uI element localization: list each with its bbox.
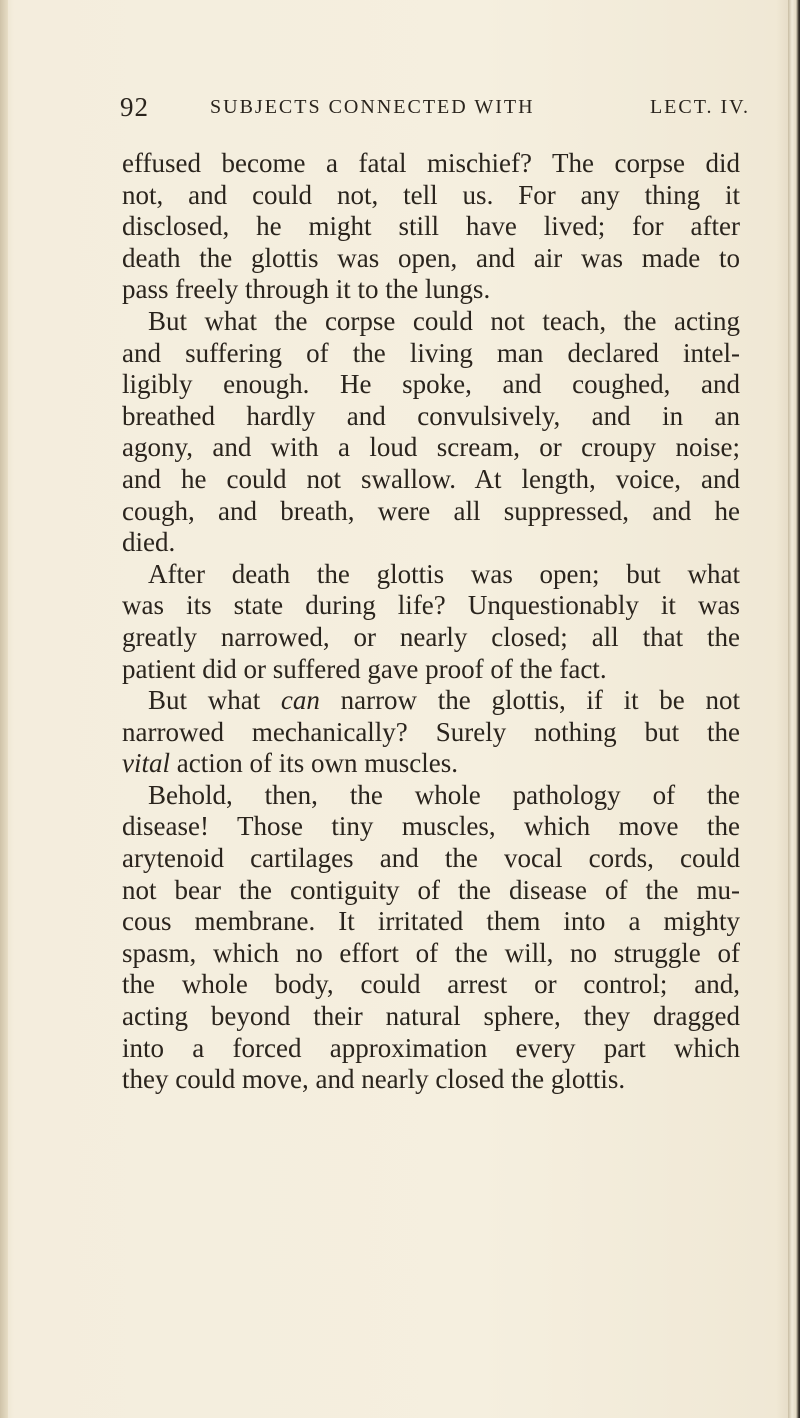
italic-word: vital [122,748,170,779]
text-line: they could move, and nearly closed the glottis. [122,1064,626,1095]
lecture-label: LECT. IV. [649,96,750,118]
text-line: and he could not swallow. At length, voice, and [122,463,740,494]
text-line: patient did or suffered gave proof of the fact. [122,653,607,684]
page-gutter [0,0,8,1418]
text-fragment: narrow the glottis, if it be not [340,685,740,716]
text-line: Behold, then, the whole pathology of the [148,779,740,810]
text-line: cough, and breath, were all suppressed, and he [122,495,740,526]
text-line: But what the corpse could not teach, the acting [148,305,740,336]
text-line: effused become a fatal mischief? The corpse did [122,148,740,178]
text-line: agony, and with a loud scream, or croupy noise; [122,432,740,463]
text-line: disease! Those tiny muscles, which move the [122,811,740,842]
text-line: ligibly enough. He spoke, and coughed, and [122,369,740,400]
text-line: greatly narrowed, or nearly closed; all that the [122,621,740,652]
text-line: spasm, which no effort of the will, no struggle of [122,937,740,968]
text-fragment: action of its own muscles. [176,748,458,779]
text-line: not, and could not, tell us. For any thing it [122,179,740,210]
text-line: After death the glottis was open; but what [148,558,740,589]
text-line: arytenoid cartilages and the vocal cords, could [122,843,740,874]
text-line [122,748,740,780]
text-line: breathed hardly and convulsively, and in an [122,400,740,431]
page-number: 92 [120,92,149,122]
text-line: cous membrane. It irritated them into a mighty [122,906,740,937]
text-line [122,685,740,717]
body-text [122,148,740,1096]
running-head: SUBJECTS CONNECTED WITH [210,96,535,118]
text-line: the whole body, could arrest or control; and, [122,969,740,1000]
text-line: acting beyond their natural sphere, they dragged [122,1001,740,1032]
page-header [120,92,750,136]
italic-word: can [280,685,320,716]
text-line: not bear the contiguity of the disease of the mu- [122,874,740,905]
text-line: into a forced approximation every part which [122,1032,740,1063]
text-line: narrowed mechanically? Surely nothing but the [122,716,740,747]
text-line: was its state during life? Unquestionably it was [122,590,740,621]
text-line: died. [122,527,176,558]
text-fragment: But what [148,685,261,716]
text-line: disclosed, he might still have lived; for after [122,211,740,242]
page-edge [788,0,800,1418]
text-line: death the glottis was open, and air was made to [122,242,740,273]
text-line: and suffering of the living man declared intel- [122,337,740,368]
text-line: pass freely through it to the lungs. [122,274,491,305]
